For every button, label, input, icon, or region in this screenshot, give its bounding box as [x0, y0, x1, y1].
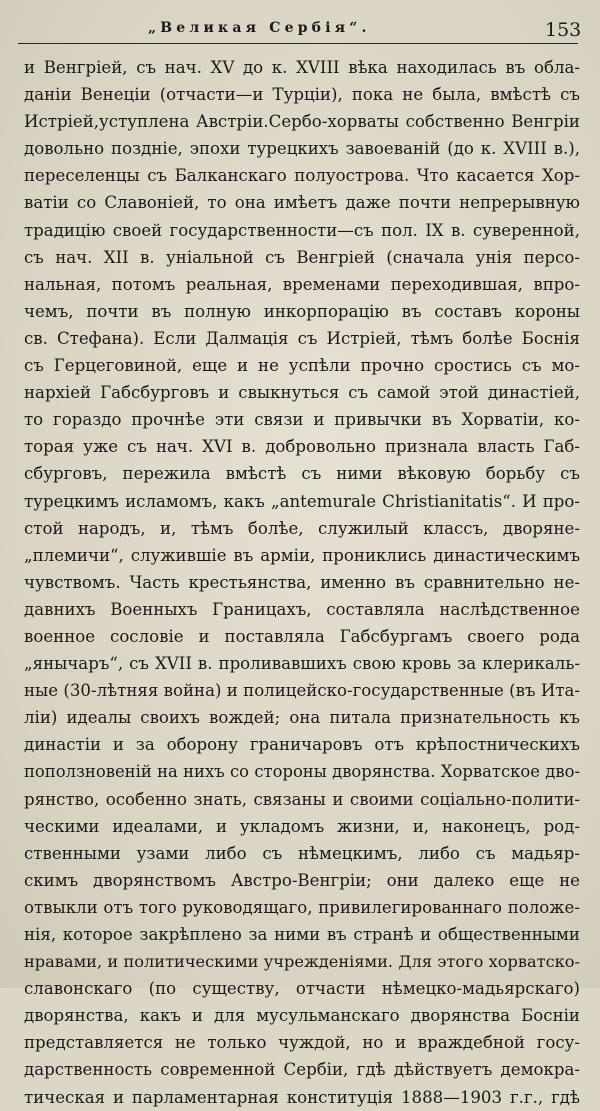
text-line: „янычаръ“, съ XVII в. проливавшихъ свою кровь за клерикаль- [24, 654, 580, 674]
text-line: Истріей,уступлена Австріи.Сербо-хорваты собственно Венгріи [24, 112, 580, 132]
text-line: и Венгріей, съ нач. XV до к. XVIII вѣка находилась въ обла- [24, 58, 580, 77]
text-line: нархіей Габсбурговъ и свыкнуться съ самой этой династіей, [24, 383, 580, 403]
text-line: представляется не только чуждой, но и враждебной госу- [24, 1033, 580, 1053]
text-line: ные (30-лѣтняя война) и полицейско-государственные (въ Ита- [24, 681, 580, 701]
text-line: дворянства, какъ и для мусульманскаго дворянства Босніи [24, 1006, 580, 1026]
text-line: чемъ, почти въ полную инкорпорацію въ составъ короны [24, 301, 580, 321]
text-line: „племичи“, служившіе въ арміи, прониклись династическимъ [24, 545, 580, 565]
running-title: „Великая Сербія“. [148, 20, 371, 36]
text-line: рянство, особенно знать, связаны и своими соціально-полити- [24, 789, 580, 809]
text-line: военное сословіе и поставляла Габсбургамъ своего рода [24, 626, 580, 646]
page-header [0, 14, 600, 44]
text-line: поползновеній на нихъ со стороны дворянства. Хорватское дво- [24, 762, 580, 782]
text-line: славонскаго (по существу, отчасти нѣмецко-мадьярскаго) [24, 979, 580, 999]
text-line: давнихъ Военныхъ Границахъ, составляла наслѣдственное [24, 599, 580, 619]
text-line: нальная, потомъ реальная, временами переходившая, впро- [24, 274, 580, 294]
text-line: ческими идеалами, и укладомъ жизни, и, наконецъ, род- [24, 816, 580, 836]
text-line: ліи) идеалы своихъ вождей; она питала признательность къ [24, 708, 580, 728]
text-line: чувствомъ. Часть крестьянства, именно въ сравнительно не- [24, 572, 580, 592]
text-line: съ Герцеговиной, еще и не успѣли прочно сростись съ мо- [24, 356, 580, 376]
text-line: даніи Венеціи (отчасти—и Турціи), пока не была, вмѣстѣ съ [24, 85, 580, 105]
text-line: съ нач. XII в. уніальной съ Венгріей (сначала унія персо- [24, 247, 580, 267]
text-line: турецкимъ исламомъ, какъ „antemurale Christianitatis“. И про- [24, 491, 580, 511]
text-line: то гораздо прочнѣе эти связи и привычки въ Хорватіи, ко- [24, 410, 580, 430]
text-line: тическая и парламентарная конституція 1888—1903 г.г., гдѣ [24, 1087, 580, 1107]
text-line: переселенцы съ Балканскаго полуострова. Что касается Хор- [24, 166, 580, 186]
text-line: нія, которое закрѣплено за ними въ странѣ и общественными [24, 925, 580, 944]
body-text [24, 54, 580, 1111]
text-line: торая уже съ нач. XVI в. добровольно признала власть Габ- [24, 437, 580, 457]
text-line: ственными узами либо съ нѣмецкимъ, либо съ мадьяр- [24, 843, 580, 863]
text-line: стой народъ, и, тѣмъ болѣе, служилый классъ, дворяне- [24, 518, 580, 538]
text-line: династіи и за оборону граничаровъ отъ крѣпостническихъ [24, 735, 580, 755]
text-line: дарственность современной Сербіи, гдѣ дѣйствуетъ демокра- [24, 1060, 580, 1080]
header-rule [18, 43, 578, 44]
text-line: ватіи со Славоніей, то она имѣетъ даже почти непрерывную [24, 193, 580, 213]
text-line: традицію своей государственности—съ пол. IX в. суверенной, [24, 220, 580, 240]
page-number: 153 [545, 19, 582, 41]
text-line: нравами, и политическими учрежденіями. Для этого хорватско- [24, 952, 580, 972]
text-line: сбурговъ, пережила вмѣстѣ съ ними вѣковую борьбу съ [24, 464, 580, 484]
text-line: отвыкли отъ того руководящаго, привилегированнаго положе- [24, 897, 580, 917]
text-line: скимъ дворянствомъ Австро-Венгріи; они далеко еще не [24, 870, 580, 890]
text-line: св. Стефана). Если Далмація съ Истріей, тѣмъ болѣе Боснія [24, 328, 580, 348]
text-line: довольно поздніе, эпохи турецкихъ завоеваній (до к. XVIII в.), [24, 139, 580, 159]
